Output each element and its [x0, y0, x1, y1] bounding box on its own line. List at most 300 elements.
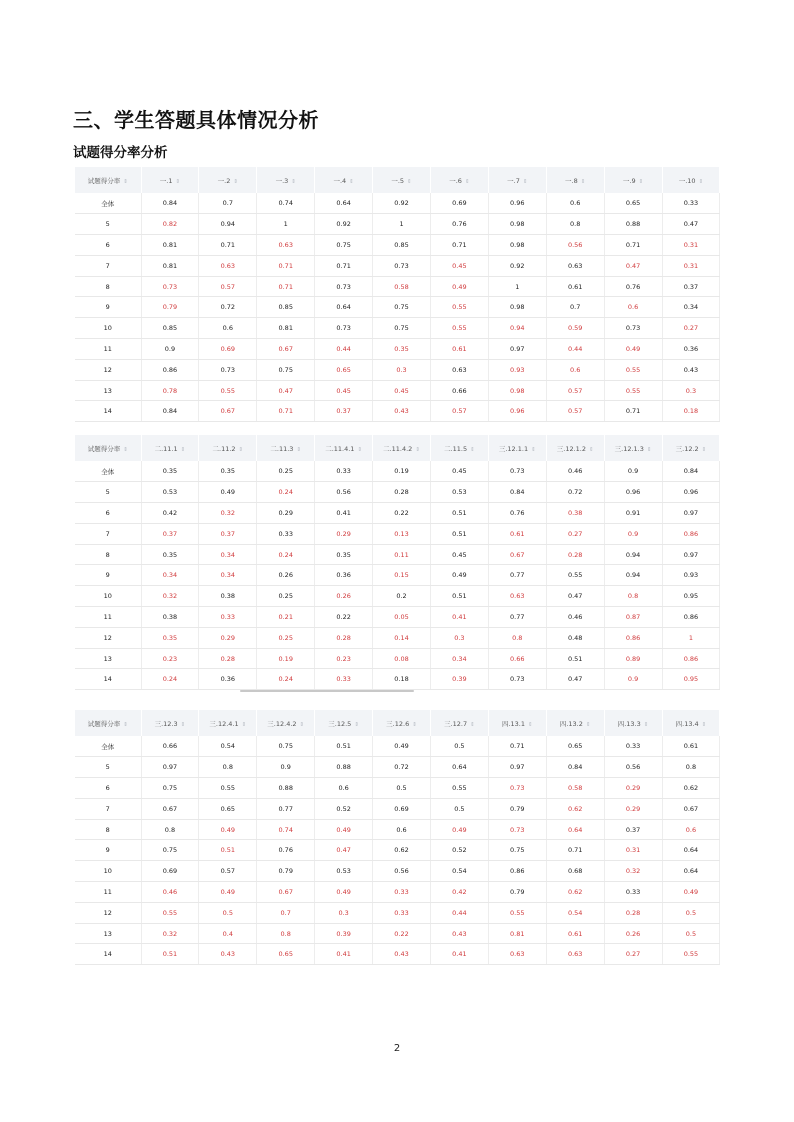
- score-cell: 0.6: [662, 819, 720, 840]
- column-header[interactable]: [315, 167, 373, 193]
- score-cell: 0.9: [604, 669, 662, 690]
- table-row: [75, 586, 720, 607]
- score-cell: 0.86: [488, 861, 546, 882]
- row-label: 全体: [75, 193, 141, 214]
- sort-arrows-icon[interactable]: ⇕: [180, 721, 186, 728]
- score-cell: 0.8: [141, 819, 199, 840]
- score-cell: 0.54: [430, 861, 488, 882]
- column-header[interactable]: [430, 435, 488, 461]
- score-cell: 0.61: [662, 736, 720, 757]
- sort-arrows-icon[interactable]: ⇕: [175, 178, 181, 185]
- score-cell: 0.71: [199, 235, 257, 256]
- score-cell: 0.33: [604, 736, 662, 757]
- score-cell: 0.75: [373, 318, 431, 339]
- column-header[interactable]: [546, 167, 604, 193]
- score-rate-table-2: [75, 435, 720, 690]
- column-header-label: 四.13.2: [559, 719, 583, 728]
- column-header-label: 一.2: [217, 176, 231, 185]
- score-cell: 0.98: [488, 214, 546, 235]
- column-header[interactable]: [662, 710, 720, 736]
- column-header[interactable]: [257, 167, 315, 193]
- horizontal-scrollbar[interactable]: [240, 690, 414, 692]
- score-cell: 1: [662, 627, 720, 648]
- score-cell: 0.33: [604, 882, 662, 903]
- score-cell: 0.98: [488, 297, 546, 318]
- score-cell: 0.08: [373, 648, 431, 669]
- score-cell: 0.43: [430, 923, 488, 944]
- score-cell: 0.32: [604, 861, 662, 882]
- score-cell: 0.19: [373, 461, 431, 482]
- score-cell: 0.69: [141, 861, 199, 882]
- score-cell: 0.84: [662, 461, 720, 482]
- score-cell: 0.81: [141, 235, 199, 256]
- sort-arrows-icon[interactable]: ⇕: [580, 178, 586, 185]
- score-cell: 0.76: [604, 276, 662, 297]
- table-row: [75, 902, 720, 923]
- score-cell: 0.49: [430, 819, 488, 840]
- sort-arrows-icon[interactable]: ⇕: [349, 178, 354, 185]
- table-row: [75, 380, 720, 401]
- score-cell: 0.62: [546, 798, 604, 819]
- score-cell: 0.41: [430, 944, 488, 965]
- column-header[interactable]: [604, 710, 662, 736]
- score-cell: 0.35: [141, 544, 199, 565]
- score-cell: 0.47: [546, 586, 604, 607]
- score-cell: 0.79: [488, 882, 546, 903]
- score-cell: 0.39: [430, 669, 488, 690]
- score-cell: 0.33: [315, 461, 373, 482]
- score-cell: 0.49: [315, 819, 373, 840]
- score-cell: 0.96: [662, 482, 720, 503]
- corner-header-label: 试题得分率: [87, 719, 121, 728]
- score-cell: 0.71: [430, 235, 488, 256]
- section-subheading: 试题得分率分析: [73, 145, 168, 161]
- row-label: 7: [75, 798, 141, 819]
- table-row: [75, 607, 720, 628]
- score-cell: 0.72: [199, 297, 257, 318]
- score-cell: 0.79: [141, 297, 199, 318]
- score-cell: 0.86: [604, 627, 662, 648]
- column-header-label: 二.11.4.1: [325, 444, 355, 453]
- score-cell: 0.71: [604, 235, 662, 256]
- score-rate-table-1: [75, 167, 720, 422]
- score-cell: 0.9: [604, 523, 662, 544]
- column-header-label: 一.6: [449, 176, 462, 185]
- page-heading: 三、学生答题具体情况分析: [73, 108, 319, 132]
- score-cell: 0.9: [141, 339, 199, 360]
- table-row: [75, 255, 720, 276]
- score-cell: 0.65: [257, 944, 315, 965]
- score-cell: 0.74: [257, 819, 315, 840]
- column-header-label: 四.13.4: [675, 719, 699, 728]
- score-cell: 0.31: [662, 255, 720, 276]
- score-cell: 0.38: [199, 586, 257, 607]
- score-cell: 0.77: [488, 607, 546, 628]
- column-header[interactable]: [141, 710, 199, 736]
- score-cell: 0.8: [662, 757, 720, 778]
- table-row: [75, 669, 720, 690]
- sort-arrows-icon[interactable]: ⇕: [291, 178, 296, 185]
- score-cell: 0.29: [257, 503, 315, 524]
- score-cell: 0.55: [546, 565, 604, 586]
- table-row: [75, 819, 720, 840]
- table-row: [75, 923, 720, 944]
- column-header[interactable]: [488, 710, 546, 736]
- score-cell: 0.29: [315, 523, 373, 544]
- column-header[interactable]: [373, 435, 431, 461]
- score-cell: 0.78: [141, 380, 199, 401]
- sort-arrows-icon[interactable]: ⇕: [531, 446, 536, 453]
- score-cell: 0.67: [662, 798, 720, 819]
- score-cell: 0.75: [315, 235, 373, 256]
- score-cell: 0.85: [257, 297, 315, 318]
- score-cell: 0.28: [604, 902, 662, 923]
- sort-arrows-icon[interactable]: ⇕: [357, 446, 363, 453]
- score-cell: 0.28: [546, 544, 604, 565]
- score-cell: 0.13: [373, 523, 431, 544]
- column-header-label: 二.11.1: [154, 444, 178, 453]
- score-cell: 0.7: [546, 297, 604, 318]
- score-cell: 0.55: [430, 297, 488, 318]
- sort-arrows-icon[interactable]: ⇕: [415, 446, 420, 453]
- score-cell: 0.37: [604, 819, 662, 840]
- table-row: [75, 648, 720, 669]
- score-cell: 0.73: [199, 359, 257, 380]
- column-header[interactable]: [199, 167, 257, 193]
- sort-arrows-icon[interactable]: ⇕: [123, 446, 128, 453]
- sort-arrows-icon[interactable]: ⇕: [464, 178, 470, 185]
- score-cell: 0.51: [315, 736, 373, 757]
- score-cell: 0.32: [199, 503, 257, 524]
- score-cell: 0.34: [430, 648, 488, 669]
- column-header-label: 一.4: [333, 176, 347, 185]
- score-cell: 0.49: [662, 882, 720, 903]
- score-cell: 0.55: [430, 778, 488, 799]
- score-cell: 0.46: [141, 882, 199, 903]
- score-cell: 0.33: [662, 193, 720, 214]
- score-cell: 0.71: [257, 401, 315, 422]
- score-cell: 0.8: [546, 214, 604, 235]
- sort-arrows-icon[interactable]: ⇕: [354, 721, 359, 728]
- score-cell: 0.82: [141, 214, 199, 235]
- column-header-label: 三.12.7: [444, 719, 468, 728]
- score-cell: 0.3: [430, 627, 488, 648]
- sort-arrows-icon[interactable]: ⇕: [643, 721, 649, 728]
- sort-arrows-icon[interactable]: ⇕: [123, 721, 128, 728]
- score-cell: 1: [488, 276, 546, 297]
- score-cell: 0.49: [315, 882, 373, 903]
- score-cell: 0.33: [373, 902, 431, 923]
- score-cell: 0.64: [430, 757, 488, 778]
- score-cell: 0.37: [662, 276, 720, 297]
- row-label: 6: [75, 778, 141, 799]
- score-cell: 0.18: [662, 401, 720, 422]
- score-cell: 0.24: [257, 544, 315, 565]
- score-cell: 0.71: [604, 401, 662, 422]
- score-cell: 0.81: [257, 318, 315, 339]
- score-cell: 0.51: [141, 944, 199, 965]
- score-cell: 0.88: [257, 778, 315, 799]
- corner-header[interactable]: [75, 435, 141, 461]
- column-header-label: 二.11.4.2: [383, 444, 413, 453]
- score-cell: 0.89: [604, 648, 662, 669]
- sort-arrows-icon[interactable]: ⇕: [589, 446, 594, 453]
- score-cell: 0.84: [141, 193, 199, 214]
- sort-arrows-icon[interactable]: ⇕: [233, 178, 238, 185]
- score-cell: 0.51: [430, 503, 488, 524]
- sort-arrows-icon[interactable]: ⇕: [646, 446, 652, 453]
- score-cell: 0.57: [430, 401, 488, 422]
- table-row: [75, 214, 720, 235]
- sort-arrows-icon[interactable]: ⇕: [241, 721, 247, 728]
- column-header[interactable]: [315, 710, 373, 736]
- column-header-label: 三.12.5: [328, 719, 352, 728]
- score-cell: 0.24: [141, 669, 199, 690]
- column-header-label: 一.9: [622, 176, 636, 185]
- score-cell: 0.49: [199, 819, 257, 840]
- score-table: [75, 710, 720, 965]
- row-label: 14: [75, 669, 141, 690]
- sort-arrows-icon[interactable]: ⇕: [412, 721, 417, 728]
- score-cell: 0.55: [430, 318, 488, 339]
- sort-arrows-icon[interactable]: ⇕: [470, 446, 475, 453]
- score-cell: 0.42: [141, 503, 199, 524]
- score-cell: 0.55: [604, 359, 662, 380]
- score-cell: 0.15: [373, 565, 431, 586]
- row-label: 6: [75, 503, 141, 524]
- score-cell: 0.6: [373, 819, 431, 840]
- score-cell: 0.62: [662, 778, 720, 799]
- score-cell: 0.19: [257, 648, 315, 669]
- score-cell: 0.55: [662, 944, 720, 965]
- table-row: [75, 736, 720, 757]
- column-header-label: 一.7: [507, 176, 520, 185]
- score-cell: 0.27: [546, 523, 604, 544]
- score-cell: 0.7: [257, 902, 315, 923]
- score-cell: 0.51: [546, 648, 604, 669]
- score-cell: 0.56: [604, 757, 662, 778]
- corner-header-label: 试题得分率: [87, 176, 121, 185]
- column-header[interactable]: [141, 435, 199, 461]
- score-cell: 0.61: [430, 339, 488, 360]
- sort-arrows-icon[interactable]: ⇕: [528, 721, 533, 728]
- sort-arrows-icon[interactable]: ⇕: [123, 178, 128, 185]
- sort-arrows-icon[interactable]: ⇕: [701, 721, 707, 728]
- score-cell: 0.92: [315, 214, 373, 235]
- table-row: [75, 235, 720, 256]
- column-header-label: 一.10: [678, 176, 696, 185]
- table-row: [75, 882, 720, 903]
- score-cell: 0.8: [604, 586, 662, 607]
- column-header[interactable]: [141, 167, 199, 193]
- score-cell: 0.86: [662, 523, 720, 544]
- column-header[interactable]: [662, 167, 720, 193]
- score-cell: 0.34: [141, 565, 199, 586]
- row-label: 14: [75, 401, 141, 422]
- score-cell: 0.96: [604, 482, 662, 503]
- score-cell: 0.39: [315, 923, 373, 944]
- score-cell: 0.84: [546, 757, 604, 778]
- score-cell: 0.57: [199, 861, 257, 882]
- sort-arrows-icon[interactable]: ⇕: [522, 178, 528, 185]
- score-cell: 0.27: [662, 318, 720, 339]
- score-cell: 0.73: [315, 276, 373, 297]
- score-cell: 0.54: [199, 736, 257, 757]
- score-cell: 0.61: [546, 276, 604, 297]
- score-cell: 0.71: [488, 736, 546, 757]
- score-cell: 0.49: [604, 339, 662, 360]
- score-cell: 0.6: [199, 318, 257, 339]
- sort-arrows-icon[interactable]: ⇕: [299, 721, 305, 728]
- score-cell: 0.97: [488, 339, 546, 360]
- column-header-label: 一.1: [159, 176, 173, 185]
- column-header[interactable]: [430, 710, 488, 736]
- score-cell: 0.25: [257, 586, 315, 607]
- column-header-label: 四.13.1: [501, 719, 525, 728]
- score-cell: 0.29: [199, 627, 257, 648]
- score-cell: 0.5: [430, 798, 488, 819]
- score-cell: 0.73: [373, 255, 431, 276]
- score-cell: 0.33: [315, 669, 373, 690]
- score-cell: 0.24: [257, 669, 315, 690]
- score-cell: 0.63: [199, 255, 257, 276]
- column-header[interactable]: [430, 167, 488, 193]
- column-header[interactable]: [546, 710, 604, 736]
- score-cell: 0.94: [199, 214, 257, 235]
- score-cell: 0.65: [604, 193, 662, 214]
- score-cell: 0.28: [373, 482, 431, 503]
- sort-arrows-icon[interactable]: ⇕: [296, 446, 302, 453]
- score-cell: 0.75: [257, 359, 315, 380]
- score-table: [75, 435, 720, 690]
- score-cell: 0.62: [373, 840, 431, 861]
- table-row: [75, 461, 720, 482]
- corner-header[interactable]: [75, 167, 141, 193]
- score-cell: 0.73: [315, 318, 373, 339]
- row-label: 7: [75, 255, 141, 276]
- sort-arrows-icon[interactable]: ⇕: [407, 178, 412, 185]
- score-cell: 0.94: [604, 544, 662, 565]
- score-cell: 0.66: [488, 648, 546, 669]
- page-number: 2: [393, 1043, 401, 1054]
- score-cell: 0.34: [199, 565, 257, 586]
- column-header[interactable]: [199, 435, 257, 461]
- score-cell: 0.86: [662, 648, 720, 669]
- score-cell: 0.92: [373, 193, 431, 214]
- score-cell: 0.77: [488, 565, 546, 586]
- score-cell: 0.79: [257, 861, 315, 882]
- column-header-label: 三.12.2: [675, 444, 699, 453]
- column-header[interactable]: [488, 435, 546, 461]
- score-cell: 0.72: [546, 482, 604, 503]
- score-cell: 0.75: [373, 297, 431, 318]
- table-row: [75, 565, 720, 586]
- score-cell: 0.56: [546, 235, 604, 256]
- score-cell: 0.95: [662, 586, 720, 607]
- table-row: [75, 276, 720, 297]
- column-header-label: 二.11.3: [270, 444, 294, 453]
- score-cell: 0.75: [141, 778, 199, 799]
- column-header[interactable]: [315, 435, 373, 461]
- score-cell: 0.31: [662, 235, 720, 256]
- score-cell: 0.33: [373, 882, 431, 903]
- score-cell: 0.5: [662, 902, 720, 923]
- score-cell: 0.87: [604, 607, 662, 628]
- score-cell: 0.45: [430, 544, 488, 565]
- row-label: 8: [75, 276, 141, 297]
- score-cell: 0.56: [373, 861, 431, 882]
- column-header-label: 三.12.1.2: [556, 444, 586, 453]
- column-header[interactable]: [488, 167, 546, 193]
- score-cell: 0.8: [488, 627, 546, 648]
- score-cell: 0.97: [488, 757, 546, 778]
- score-cell: 0.26: [604, 923, 662, 944]
- column-header[interactable]: [257, 435, 315, 461]
- score-cell: 0.45: [373, 380, 431, 401]
- column-header[interactable]: [662, 435, 720, 461]
- score-cell: 0.35: [315, 544, 373, 565]
- row-label: 5: [75, 482, 141, 503]
- score-cell: 0.26: [315, 586, 373, 607]
- sort-arrows-icon[interactable]: ⇕: [701, 446, 707, 453]
- row-label: 12: [75, 902, 141, 923]
- score-cell: 0.49: [430, 276, 488, 297]
- row-label: 9: [75, 840, 141, 861]
- column-header[interactable]: [373, 167, 431, 193]
- score-cell: 0.65: [199, 798, 257, 819]
- sort-arrows-icon[interactable]: ⇕: [698, 178, 704, 185]
- column-header-label: 二.11.2: [212, 444, 236, 453]
- column-header[interactable]: [199, 710, 257, 736]
- sort-arrows-icon[interactable]: ⇕: [470, 721, 475, 728]
- column-header[interactable]: [546, 435, 604, 461]
- sort-arrows-icon[interactable]: ⇕: [238, 446, 244, 453]
- sort-arrows-icon[interactable]: ⇕: [638, 178, 644, 185]
- score-cell: 0.71: [257, 255, 315, 276]
- column-header[interactable]: [257, 710, 315, 736]
- score-cell: 0.3: [373, 359, 431, 380]
- score-cell: 0.55: [199, 380, 257, 401]
- column-header-label: 二.11.5: [444, 444, 468, 453]
- row-label: 11: [75, 882, 141, 903]
- score-cell: 0.11: [373, 544, 431, 565]
- row-label: 6: [75, 235, 141, 256]
- score-cell: 0.47: [604, 255, 662, 276]
- sort-arrows-icon[interactable]: ⇕: [180, 446, 186, 453]
- score-cell: 0.31: [604, 840, 662, 861]
- score-cell: 0.67: [257, 882, 315, 903]
- table-row: [75, 544, 720, 565]
- column-header[interactable]: [373, 710, 431, 736]
- score-cell: 0.59: [546, 318, 604, 339]
- score-cell: 0.79: [488, 798, 546, 819]
- score-cell: 0.43: [373, 944, 431, 965]
- column-header[interactable]: [604, 167, 662, 193]
- corner-header[interactable]: [75, 710, 141, 736]
- sort-arrows-icon[interactable]: ⇕: [585, 721, 591, 728]
- score-cell: 0.6: [546, 359, 604, 380]
- score-cell: 0.35: [199, 461, 257, 482]
- score-cell: 0.43: [662, 359, 720, 380]
- score-cell: 0.94: [488, 318, 546, 339]
- score-cell: 0.55: [199, 778, 257, 799]
- table-row: [75, 840, 720, 861]
- column-header[interactable]: [604, 435, 662, 461]
- column-header-label: 三.12.4.2: [267, 719, 297, 728]
- score-cell: 0.6: [546, 193, 604, 214]
- column-header-label: 三.12.6: [386, 719, 410, 728]
- score-cell: 0.41: [315, 944, 373, 965]
